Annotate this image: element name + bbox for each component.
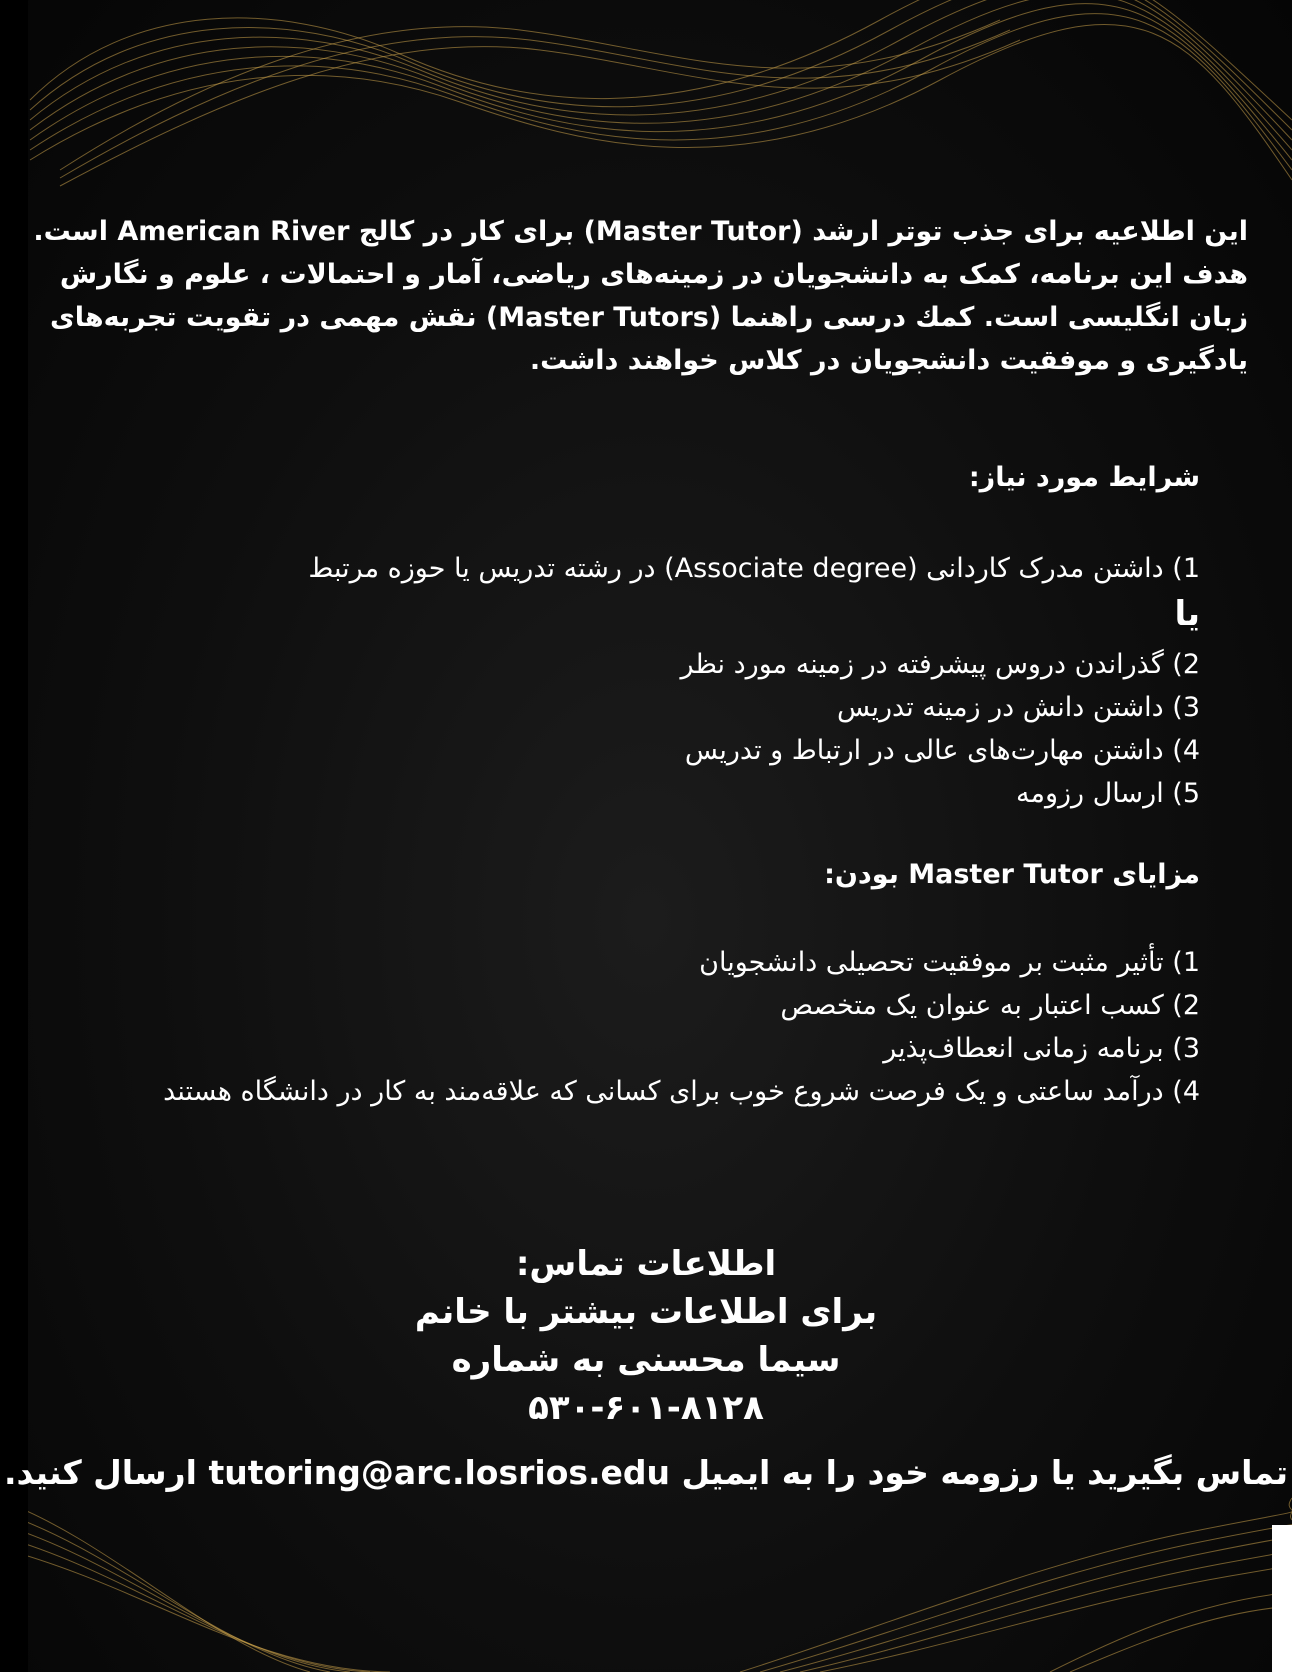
contact-block [0, 1240, 1292, 1432]
announcement-line: هدف این برنامه، کمک به دانشجویان در زمینه‌های ریاضی، آمار و احتمالات ، علوم و نگارش [59, 259, 1248, 290]
contact-phone: ۵۳۰-۶۰۱-۸۱۲۸ [528, 1388, 764, 1428]
requirements-list [681, 643, 1200, 815]
contact-title: اطلاعات تماس: [515, 1244, 777, 1284]
requirement-item: 5) ارسال رزومه [1016, 778, 1200, 809]
or-word: یا [1174, 594, 1200, 634]
requirement-item: 1) داشتن مدرک کاردانی (Associate degree) در رشته تدریس یا حوزه مرتبط [308, 553, 1200, 584]
benefit-item: 1) تأثیر مثبت بر موفقیت تحصیلی دانشجویان [699, 947, 1200, 978]
announcement-line: یادگیری و موفقیت دانشجویان در کلاس خواهند داشت. [529, 345, 1248, 376]
benefits-list [163, 941, 1200, 1113]
announcement-line: این اطلاعیه برای جذب توتر ارشد (Master Tutor) برای کار در کالج American River است. [33, 216, 1248, 247]
top-gold-wave-decoration [0, 0, 1292, 190]
announcement-line: زبان انگلیسی است. کمك درسی راهنما (Master Tutors) نقش مهمی در تقویت تجربه‌های [50, 302, 1248, 333]
requirements-title: شرایط مورد نیاز: [968, 462, 1200, 493]
contact-email-line: تماس بگیرید یا رزومه خود را به ایمیل tutoring@arc.losrios.edu ارسال کنید. [3, 1453, 1289, 1492]
right-border-strip [1272, 1525, 1292, 1672]
benefits-title: مزایای Master Tutor بودن: [824, 859, 1200, 890]
contact-line: برای اطلاعات بیشتر با خانم [414, 1292, 878, 1332]
requirements-first-list [308, 547, 1200, 590]
requirement-item: 3) داشتن دانش در زمینه تدریس [837, 692, 1200, 723]
requirement-item: 4) داشتن مهارت‌های عالی در ارتباط و تدریس [684, 735, 1200, 766]
announcement-paragraph [33, 210, 1248, 382]
requirement-item: 2) گذراندن دروس پیشرفته در زمینه مورد نظر [680, 649, 1200, 680]
contact-name-line: سیما محسنی به شماره [451, 1340, 841, 1380]
benefit-item: 4) درآمد ساعتی و یک فرصت شروع خوب برای کسانی که علاقه‌مند به کار در دانشگاه هستند [163, 1076, 1200, 1107]
benefit-item: 2) کسب اعتبار به عنوان یک متخصص [780, 990, 1200, 1021]
benefit-item: 3) برنامه زمانی انعطاف‌پذیر [883, 1033, 1200, 1064]
